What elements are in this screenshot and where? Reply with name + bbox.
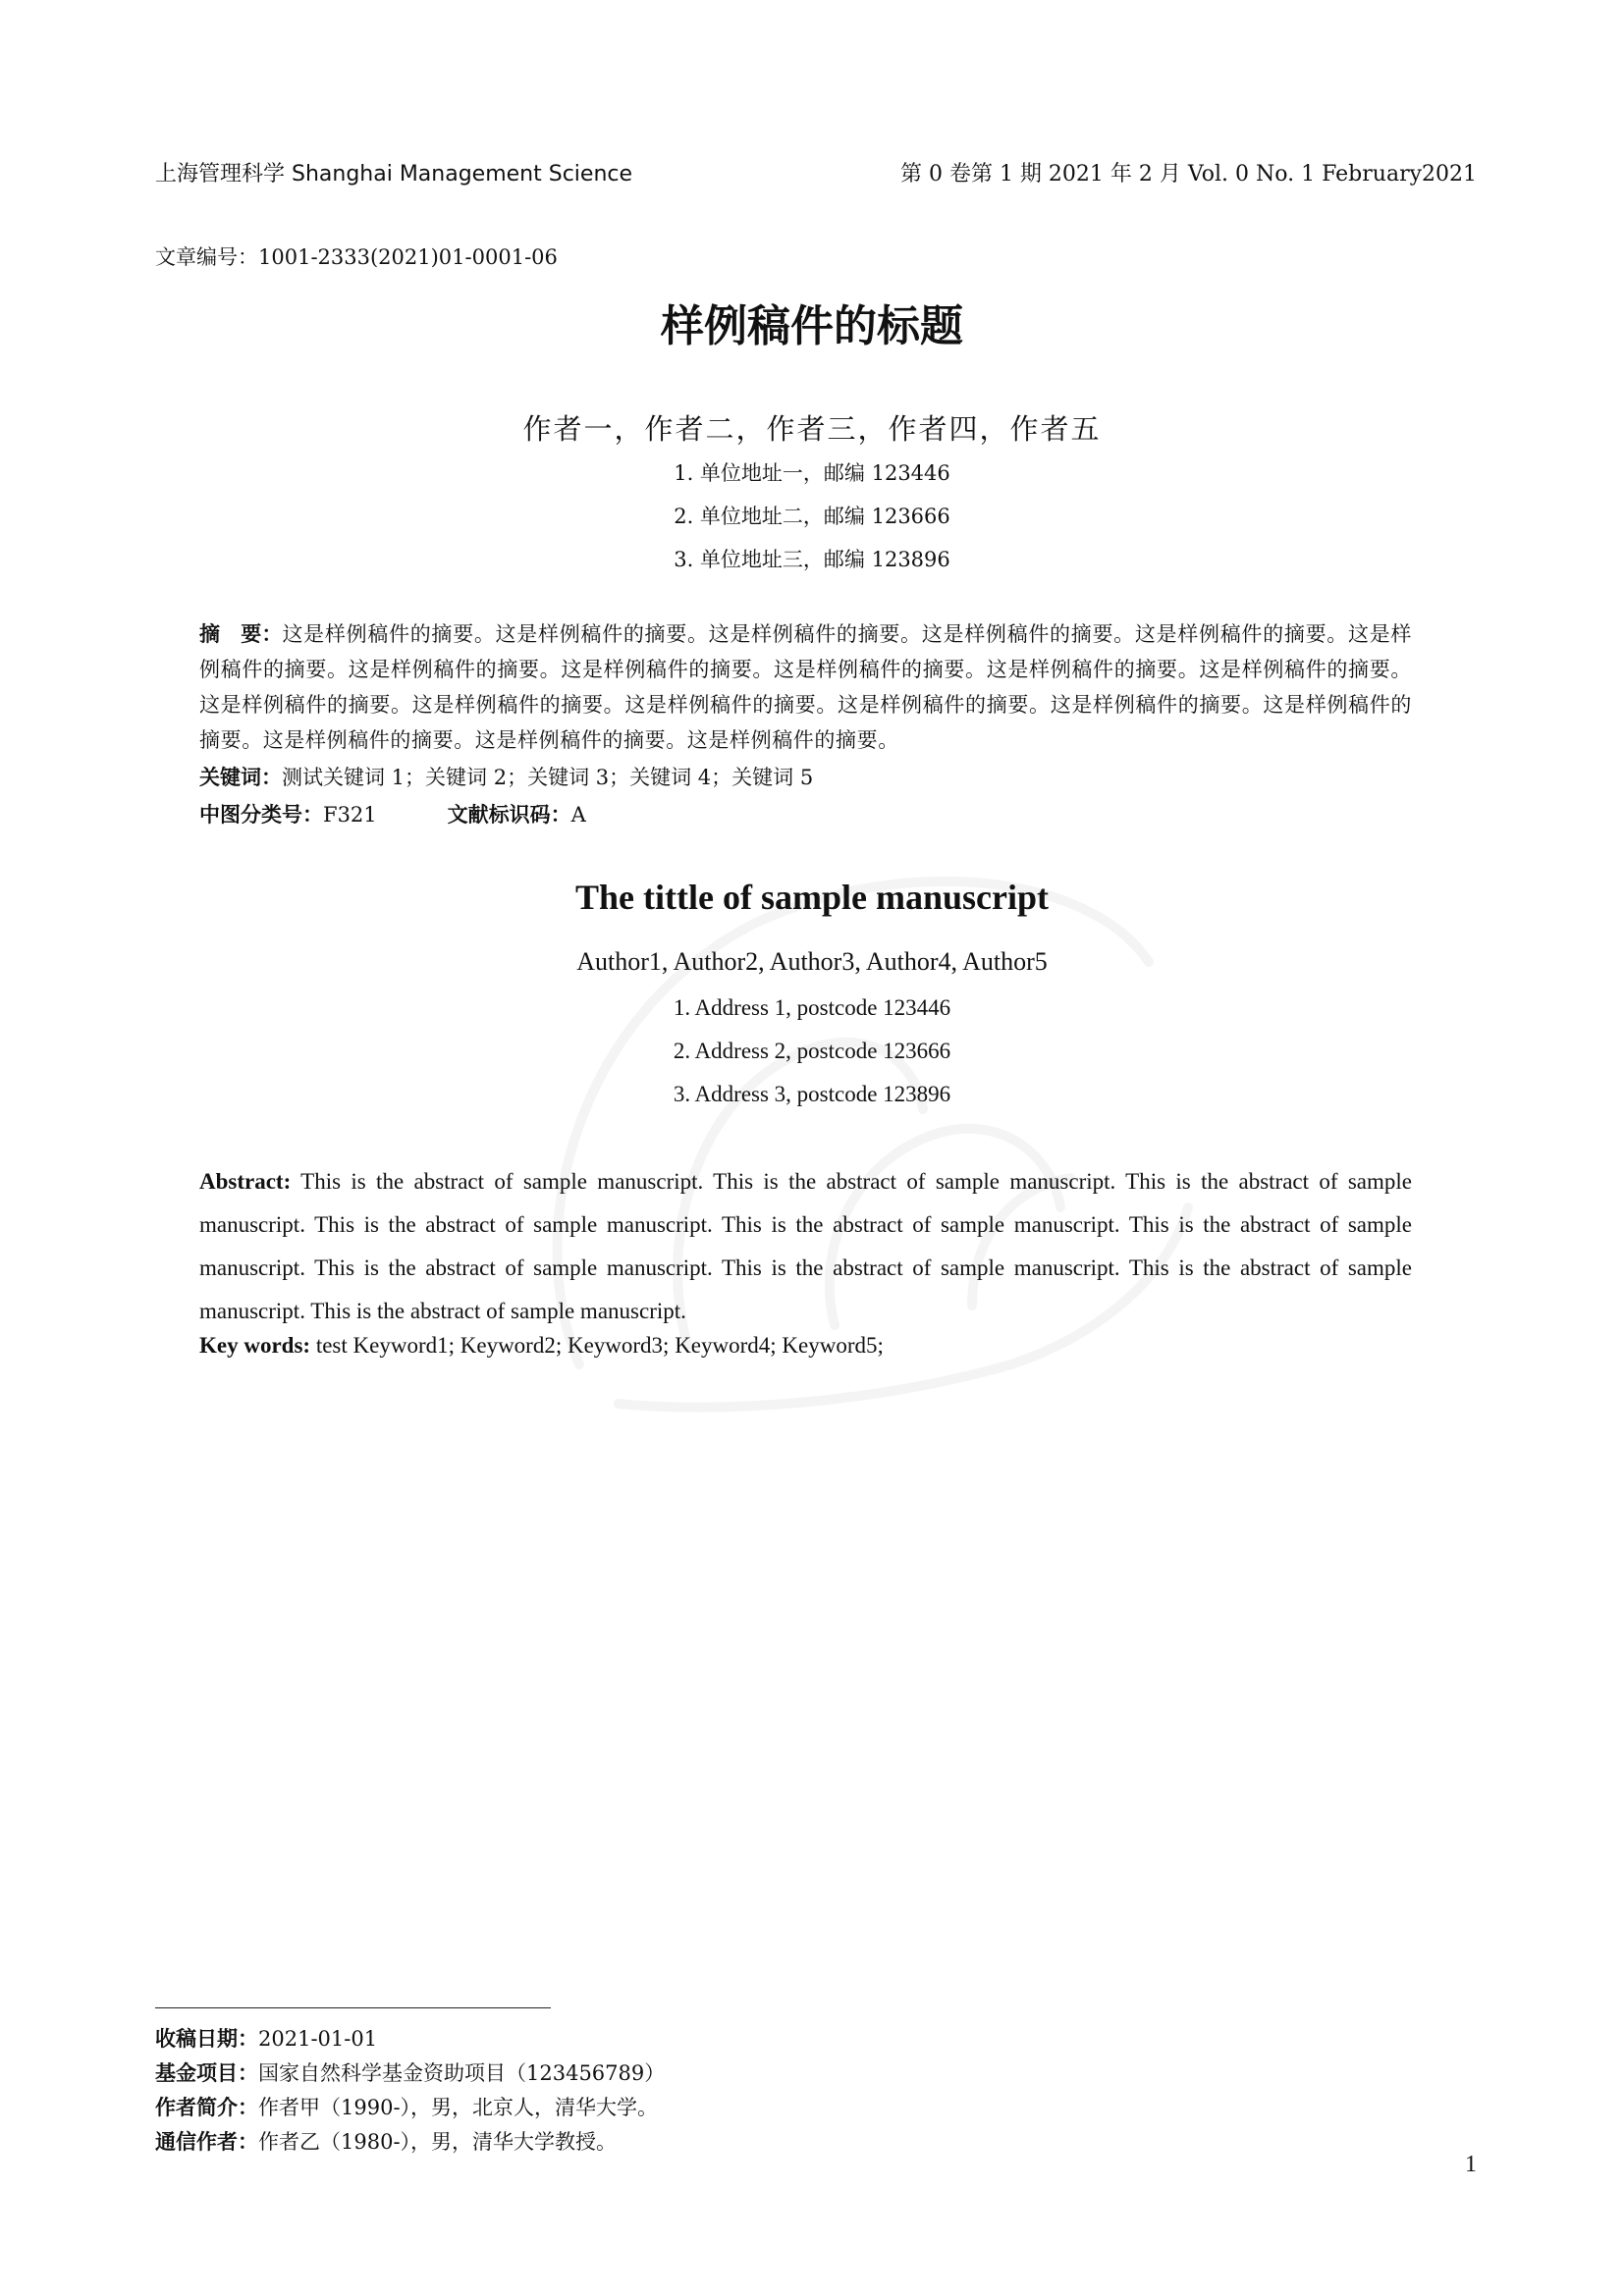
- chinese-keywords: [199, 762, 813, 791]
- page-number: 1: [1465, 2152, 1477, 2177]
- english-keywords-text: test Keyword1; Keyword2; Keyword3; Keyword4; Keyword5;: [310, 1333, 884, 1358]
- english-keywords-label: Key words:: [199, 1333, 311, 1358]
- chinese-abstract: [199, 616, 1412, 758]
- footnote-fund: [155, 2056, 665, 2091]
- chinese-abstract-label: 摘 要：: [199, 622, 283, 646]
- chinese-keywords-label: 关键词：: [199, 766, 282, 789]
- clc-label: 中图分类号：: [199, 803, 323, 827]
- article-number-value: 1001-2333(2021)01-0001-06: [258, 245, 558, 269]
- chinese-abstract-text: 这是样例稿件的摘要。这是样例稿件的摘要。这是样例稿件的摘要。这是样例稿件的摘要。这是样例稿件的摘要。这是样例稿件的摘要。这是样例稿件的摘要。这是样例稿件的摘要。这是样例稿件的摘要。这是样例稿件的摘要。这是样例稿件的摘要。这是样例稿件的摘要。这是样例稿件的摘要。这是样例稿件的摘要。这是样例稿件的摘要。这是样例稿件的摘要。这是样例稿件的摘要。这是样例稿件的摘要。这是样例稿件的摘要。这是样例稿件的摘要。: [199, 622, 1413, 752]
- chinese-affiliation-2: 2. 单位地址二，邮编 123666: [674, 505, 950, 528]
- article-number-label: 文章编号：: [155, 245, 258, 269]
- footnote-divider: [155, 2007, 551, 2008]
- article-number: [155, 241, 558, 271]
- footnote-corresponding: [155, 2125, 665, 2160]
- chinese-affiliation-3: 3. 单位地址三，邮编 123896: [674, 548, 950, 571]
- footnote-text: 国家自然科学基金资助项目（123456789）: [258, 2061, 666, 2085]
- english-affiliation-3: 3. Address 3, postcode 123896: [673, 1082, 951, 1106]
- issue-info: 第 0 卷第 1 期 2021 年 2 月 Vol. 0 No. 1 February2021: [899, 162, 1477, 187]
- footnote-label: 通信作者：: [155, 2130, 258, 2154]
- running-header: [155, 157, 1477, 190]
- doc-code-label: 文献标识码：: [447, 803, 571, 827]
- english-abstract: [199, 1160, 1412, 1333]
- chinese-title: 样例稿件的标题: [661, 301, 963, 351]
- classification-line: [199, 799, 586, 828]
- footnote-label: 基金项目：: [155, 2061, 258, 2085]
- footnote-text: 2021-01-01: [258, 2027, 378, 2051]
- english-keywords: [199, 1333, 884, 1359]
- journal-name: 上海管理科学 Shanghai Management Science: [155, 162, 633, 187]
- chinese-authors: 作者一，作者二，作者三，作者四，作者五: [522, 412, 1102, 446]
- footnote-text: 作者乙（1980-），男，清华大学教授。: [258, 2130, 618, 2154]
- footnote-label: 收稿日期：: [155, 2027, 258, 2051]
- english-abstract-text: This is the abstract of sample manuscript. This is the abstract of sample manuscript. This is the abstract of sample manuscript. This is the abstract of sample manuscript. This is the abstract of sample manuscript. This is the abstract of sample manuscript. This is the abstract of sample manuscript. This is the abstract of sample manuscript. This is the abstract of sample manuscript. This is the abstract of sample manuscript.: [199, 1169, 1412, 1323]
- footnote-received: [155, 2022, 665, 2056]
- english-authors: Author1, Author2, Author3, Author4, Author5: [576, 947, 1048, 976]
- chinese-affiliation-1: 1. 单位地址一，邮编 123446: [674, 461, 950, 485]
- english-abstract-label: Abstract:: [199, 1169, 292, 1194]
- english-affiliation-1: 1. Address 1, postcode 123446: [673, 995, 951, 1020]
- chinese-keywords-text: 测试关键词 1；关键词 2；关键词 3；关键词 4；关键词 5: [282, 766, 814, 789]
- footnote-author-bio: [155, 2091, 665, 2125]
- doc-code-value: A: [570, 803, 586, 827]
- footnote-label: 作者简介：: [155, 2096, 258, 2119]
- footnotes: [155, 2022, 665, 2160]
- english-affiliation-2: 2. Address 2, postcode 123666: [673, 1039, 951, 1063]
- footnote-text: 作者甲（1990-），男，北京人，清华大学。: [258, 2096, 659, 2119]
- clc-value: F321: [323, 803, 377, 827]
- english-title: The tittle of sample manuscript: [575, 878, 1049, 917]
